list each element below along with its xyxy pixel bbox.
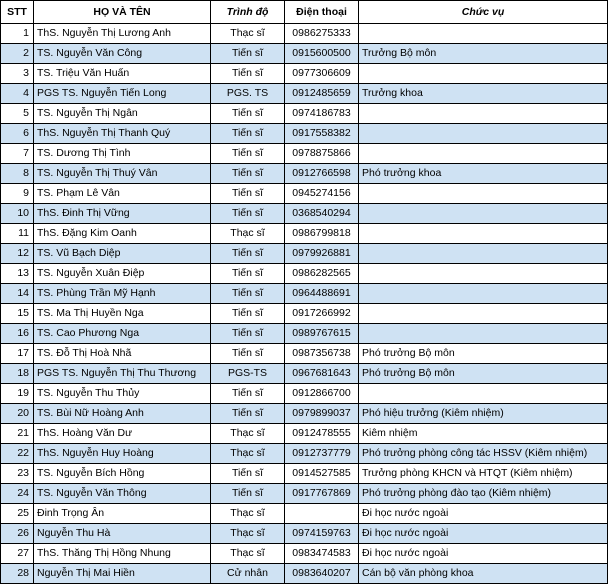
cell-stt[interactable]: 5 [1,104,34,124]
table-row [1,364,608,384]
cell-stt[interactable]: 23 [1,464,34,484]
cell-phone[interactable]: 0974186783 [285,104,359,124]
cell-name[interactable]: PGS TS. Nguyễn Thị Thu Thương [34,364,211,384]
table-row [1,64,608,84]
cell-name[interactable]: TS. Nguyễn Thị Ngân [34,104,211,124]
cell-stt[interactable]: 15 [1,304,34,324]
cell-degree[interactable]: PGS-TS [211,364,285,384]
cell-stt[interactable]: 6 [1,124,34,144]
cell-degree[interactable]: Tiến sĩ [211,344,285,364]
cell-position[interactable] [359,324,608,344]
cell-position[interactable]: Trưởng khoa [359,84,608,104]
cell-name[interactable]: TS. Vũ Bạch Diệp [34,244,211,264]
cell-stt[interactable]: 14 [1,284,34,304]
cell-stt[interactable]: 12 [1,244,34,264]
cell-phone[interactable]: 0978875866 [285,144,359,164]
cell-position[interactable]: Phó trưởng khoa [359,164,608,184]
cell-degree[interactable]: Tiến sĩ [211,404,285,424]
cell-stt[interactable]: 20 [1,404,34,424]
cell-position[interactable]: Cán bộ văn phòng khoa [359,564,608,584]
cell-stt[interactable]: 27 [1,544,34,564]
cell-name[interactable]: ThS. Thăng Thị Hồng Nhung [34,544,211,564]
cell-position[interactable]: Trưởng Bộ môn [359,44,608,64]
cell-degree[interactable]: Tiến sĩ [211,204,285,224]
cell-name[interactable]: TS. Triệu Văn Huấn [34,64,211,84]
table-row [1,564,608,584]
cell-phone[interactable]: 0914527585 [285,464,359,484]
cell-name[interactable]: PGS TS. Nguyễn Tiến Long [34,84,211,104]
cell-position[interactable] [359,144,608,164]
cell-stt[interactable]: 19 [1,384,34,404]
cell-degree[interactable]: Tiến sĩ [211,184,285,204]
cell-position[interactable] [359,284,608,304]
cell-name[interactable]: TS. Đỗ Thị Hoà Nhã [34,344,211,364]
table-row [1,504,608,524]
cell-position[interactable] [359,224,608,244]
table-row [1,84,608,104]
table-row [1,464,608,484]
cell-name[interactable]: TS. Phùng Trần Mỹ Hạnh [34,284,211,304]
table-row [1,384,608,404]
cell-phone[interactable]: 0977306609 [285,64,359,84]
table-row [1,284,608,304]
cell-degree[interactable]: Tiến sĩ [211,484,285,504]
cell-stt[interactable]: 11 [1,224,34,244]
cell-phone[interactable]: 0974159763 [285,524,359,544]
cell-position[interactable]: Phó trưởng Bộ môn [359,344,608,364]
table-row [1,144,608,164]
cell-stt[interactable]: 18 [1,364,34,384]
cell-phone[interactable]: 0979899037 [285,404,359,424]
cell-stt[interactable]: 22 [1,444,34,464]
cell-phone[interactable]: 0983474583 [285,544,359,564]
table-row [1,344,608,364]
table-row [1,24,608,44]
cell-phone[interactable]: 0986275333 [285,24,359,44]
cell-name[interactable]: TS. Nguyễn Bích Hồng [34,464,211,484]
header-phone[interactable]: Điện thoại [285,1,359,24]
cell-degree[interactable]: Thạc sĩ [211,504,285,524]
cell-position[interactable]: Đi học nước ngoài [359,504,608,524]
cell-name[interactable]: ThS. Đặng Kim Oanh [34,224,211,244]
cell-degree[interactable]: Tiến sĩ [211,244,285,264]
cell-degree[interactable]: Tiến sĩ [211,164,285,184]
cell-degree[interactable]: Thạc sĩ [211,424,285,444]
cell-phone[interactable]: 0368540294 [285,204,359,224]
cell-phone[interactable]: 0915600500 [285,44,359,64]
cell-position[interactable] [359,104,608,124]
header-position[interactable]: Chức vụ [359,1,608,24]
cell-degree[interactable]: Tiến sĩ [211,64,285,84]
cell-position[interactable] [359,384,608,404]
cell-position[interactable]: Kiêm nhiệm [359,424,608,444]
header-name[interactable]: HỌ VÀ TÊN [34,1,211,24]
table-row [1,244,608,264]
cell-degree[interactable]: Thạc sĩ [211,224,285,244]
cell-phone[interactable]: 0989767615 [285,324,359,344]
cell-degree[interactable]: Thạc sĩ [211,24,285,44]
cell-position[interactable]: Phó hiệu trưởng (Kiêm nhiệm) [359,404,608,424]
header-degree[interactable]: Trình độ [211,1,285,24]
cell-stt[interactable]: 8 [1,164,34,184]
cell-name[interactable]: ThS. Nguyễn Thị Thanh Quý [34,124,211,144]
table-row [1,124,608,144]
cell-phone[interactable]: 0912737779 [285,444,359,464]
cell-name[interactable]: TS. Nguyễn Văn Thông [34,484,211,504]
cell-stt[interactable]: 28 [1,564,34,584]
cell-position[interactable]: Phó trưởng phòng công tác HSSV (Kiêm nhiệm) [359,444,608,464]
cell-name[interactable]: TS. Cao Phương Nga [34,324,211,344]
cell-position[interactable]: Đi học nước ngoài [359,544,608,564]
cell-phone[interactable]: 0917558382 [285,124,359,144]
cell-phone[interactable]: 0945274156 [285,184,359,204]
cell-stt[interactable]: 16 [1,324,34,344]
cell-degree[interactable]: Tiến sĩ [211,284,285,304]
cell-name[interactable]: ThS. Nguyễn Huy Hoàng [34,444,211,464]
cell-stt[interactable]: 1 [1,24,34,44]
table-row [1,444,608,464]
cell-degree[interactable]: Tiến sĩ [211,384,285,404]
cell-name[interactable]: ThS. Hoàng Văn Dư [34,424,211,444]
table-row [1,164,608,184]
cell-degree[interactable]: PGS. TS [211,84,285,104]
cell-position[interactable] [359,244,608,264]
cell-position[interactable] [359,184,608,204]
cell-degree[interactable]: Thạc sĩ [211,544,285,564]
cell-position[interactable] [359,204,608,224]
cell-position[interactable] [359,264,608,284]
cell-name[interactable]: TS. Ma Thị Huyền Nga [34,304,211,324]
cell-stt[interactable]: 13 [1,264,34,284]
table-row [1,224,608,244]
cell-stt[interactable]: 17 [1,344,34,364]
cell-stt[interactable]: 3 [1,64,34,84]
table-row [1,44,608,64]
cell-name[interactable]: Đinh Trọng Ân [34,504,211,524]
table-row [1,304,608,324]
table-row [1,184,608,204]
header-row [1,1,608,24]
cell-stt[interactable]: 10 [1,204,34,224]
cell-stt[interactable]: 24 [1,484,34,504]
cell-name[interactable]: ThS. Đinh Thị Vững [34,204,211,224]
table-row [1,204,608,224]
cell-position[interactable] [359,64,608,84]
cell-position[interactable] [359,124,608,144]
cell-position[interactable]: Phó trưởng phòng đào tạo (Kiêm nhiệm) [359,484,608,504]
table-body [1,24,608,584]
cell-degree[interactable]: Tiến sĩ [211,124,285,144]
cell-degree[interactable]: Tiến sĩ [211,144,285,164]
table-row [1,264,608,284]
cell-position[interactable]: Phó trưởng Bộ môn [359,364,608,384]
cell-stt[interactable]: 26 [1,524,34,544]
cell-position[interactable]: Trưởng phòng KHCN và HTQT (Kiêm nhiệm) [359,464,608,484]
cell-phone[interactable]: 0987356738 [285,344,359,364]
cell-phone[interactable]: 0986282565 [285,264,359,284]
cell-name[interactable]: TS. Nguyễn Thu Thủy [34,384,211,404]
table-row [1,104,608,124]
cell-phone[interactable] [285,504,359,524]
cell-degree[interactable]: Thạc sĩ [211,444,285,464]
cell-position[interactable] [359,304,608,324]
cell-stt[interactable]: 21 [1,424,34,444]
cell-phone[interactable]: 0967681643 [285,364,359,384]
table-row [1,484,608,504]
cell-degree[interactable]: Tiến sĩ [211,264,285,284]
cell-degree[interactable]: Tiến sĩ [211,44,285,64]
cell-degree[interactable]: Tiến sĩ [211,104,285,124]
cell-phone[interactable]: 0912485659 [285,84,359,104]
cell-name[interactable]: ThS. Nguyễn Thị Lương Anh [34,24,211,44]
cell-position[interactable] [359,24,608,44]
cell-stt[interactable]: 9 [1,184,34,204]
table-row [1,404,608,424]
cell-degree[interactable]: Thạc sĩ [211,524,285,544]
cell-degree[interactable]: Cử nhân [211,564,285,584]
table-row [1,424,608,444]
cell-phone[interactable]: 0917266992 [285,304,359,324]
cell-degree[interactable]: Tiến sĩ [211,304,285,324]
cell-position[interactable]: Đi học nước ngoài [359,524,608,544]
cell-name[interactable]: Nguyễn Thu Hà [34,524,211,544]
header-stt[interactable]: STT [1,1,34,24]
cell-stt[interactable]: 7 [1,144,34,164]
cell-phone[interactable]: 0912766598 [285,164,359,184]
cell-stt[interactable]: 4 [1,84,34,104]
cell-name[interactable]: Nguyễn Thị Mai Hiền [34,564,211,584]
cell-phone[interactable]: 0979926881 [285,244,359,264]
cell-phone[interactable]: 0917767869 [285,484,359,504]
cell-phone[interactable]: 0912478555 [285,424,359,444]
cell-stt[interactable]: 2 [1,44,34,64]
table-row [1,324,608,344]
cell-degree[interactable]: Tiến sĩ [211,324,285,344]
cell-name[interactable]: TS. Nguyễn Văn Công [34,44,211,64]
cell-phone[interactable]: 0986799818 [285,224,359,244]
cell-name[interactable]: TS. Dương Thị Tình [34,144,211,164]
cell-name[interactable]: TS. Nguyễn Xuân Điệp [34,264,211,284]
cell-phone[interactable]: 0983640207 [285,564,359,584]
cell-phone[interactable]: 0964488691 [285,284,359,304]
table-row [1,524,608,544]
cell-degree[interactable]: Tiến sĩ [211,464,285,484]
cell-name[interactable]: TS. Nguyễn Thị Thuý Vân [34,164,211,184]
cell-stt[interactable]: 25 [1,504,34,524]
table-row [1,544,608,564]
cell-phone[interactable]: 0912866700 [285,384,359,404]
cell-name[interactable]: TS. Bùi Nữ Hoàng Anh [34,404,211,424]
cell-name[interactable]: TS. Phạm Lê Vân [34,184,211,204]
